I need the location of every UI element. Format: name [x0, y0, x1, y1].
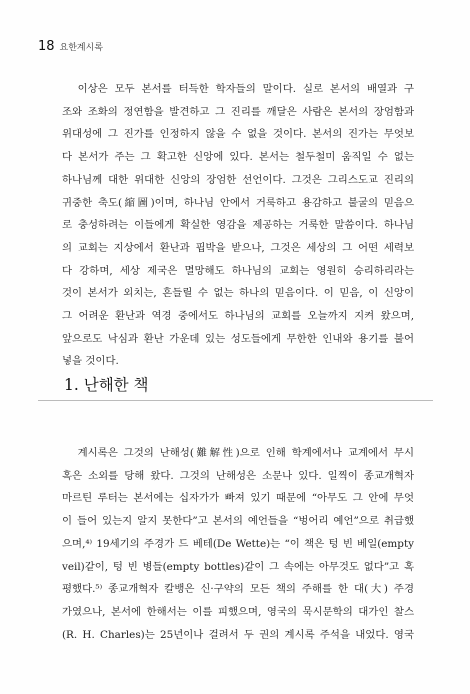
section-divider — [38, 400, 433, 401]
paragraph-line: 조와 조화의 정연함을 발견하고 그 진리를 깨달은 사람은 본서의 장엄함과 — [62, 105, 414, 118]
paragraph-2 — [62, 442, 414, 646]
paragraph-line: 평했다.⁵⁾ 종교개혁자 칼뱅은 신·구약의 모든 책의 주해를 한 대(大) 주경 — [62, 583, 414, 596]
paragraph-line: 앞으로도 낙심과 환난 가운데 있는 성도들에게 무한한 인내와 용기를 불어 — [62, 332, 414, 345]
running-title: 요한계시록 — [59, 43, 104, 53]
page-header — [38, 39, 103, 54]
paragraph-line: 의 교회는 지상에서 환난과 핍박을 받으나, 그것은 세상의 그 어떤 세력보 — [62, 241, 414, 254]
paragraph-line: 그 어려운 환난과 역경 중에서도 하나님의 교회를 오늘까지 지켜 왔으며, — [62, 310, 414, 323]
paragraph-line: 위대성에 그 진가를 인정하지 않을 수 없을 것이다. 본서의 진가는 무엇보 — [62, 128, 414, 141]
paragraph-line: 다 본서가 주는 그 확고한 신앙에 있다. 본서는 철두철미 움직일 수 없는 — [62, 151, 414, 164]
paragraph-line: 로 충성하려는 이들에게 확실한 영감을 제공하는 거룩한 말씀이다. 하나님 — [62, 219, 414, 232]
paragraph-line: (R. H. Charles)는 25년이나 걸려서 두 권의 계시록 주석을 내었다. 영국 — [62, 628, 414, 641]
page-number: 18 — [38, 39, 55, 54]
paragraph-line: veil)같이, 텅 빈 병들(empty bottles)같이 그 속에는 아무것도 없다”고 혹 — [62, 560, 414, 573]
paragraph-line: 으며,⁴⁾ 19세기의 주경가 드 베테(De Wette)는 “이 책은 텅 빈 베일(empty — [62, 537, 414, 550]
paragraph-line: 다 강하며, 세상 제국은 멸망해도 하나님의 교회는 영원히 승리하리라는 — [62, 264, 414, 277]
paragraph-line: 이 들어 있는지 알지 못한다”고 본서의 예언들을 “벙어리 예언”으로 취급했 — [62, 515, 414, 528]
paragraph-line: 마르틴 루터는 본서에는 십자가가 빠져 있기 때문에 “아무도 그 안에 무엇 — [62, 492, 414, 505]
paragraph-line: 귀중한 축도(縮圖)이며, 하나님 안에서 거룩하고 용감하고 불굴의 믿음으 — [62, 196, 414, 209]
paragraph-line: 것이 본서가 외치는, 흔들릴 수 없는 하나의 믿음이다. 이 믿음, 이 신앙이 — [62, 287, 414, 300]
paragraph-line: 혹은 소외를 당해 왔다. 그것의 난해성은 소문나 있다. 일찍이 종교개혁자 — [62, 469, 414, 482]
paragraph-line: 계시록은 그것의 난해성(難解性)으로 인해 학계에서나 교계에서 무시 — [77, 447, 414, 459]
paragraph-line: 이상은 모두 본서를 터득한 학자들의 말이다. 실로 본서의 배열과 구 — [77, 83, 414, 95]
paragraph-1 — [62, 78, 414, 373]
section-heading: 1. 난해한 책 — [64, 376, 149, 394]
paragraph-line: 가였으나, 본서에 한해서는 이를 피했으며, 영국의 묵시문학의 대가인 찰스 — [62, 605, 414, 618]
paragraph-line: 하나님께 대한 위대한 신앙의 장엄한 선언이다. 그것은 그리스도교 진리의 — [62, 173, 414, 186]
paragraph-line: 넣을 것이다. — [62, 355, 119, 368]
